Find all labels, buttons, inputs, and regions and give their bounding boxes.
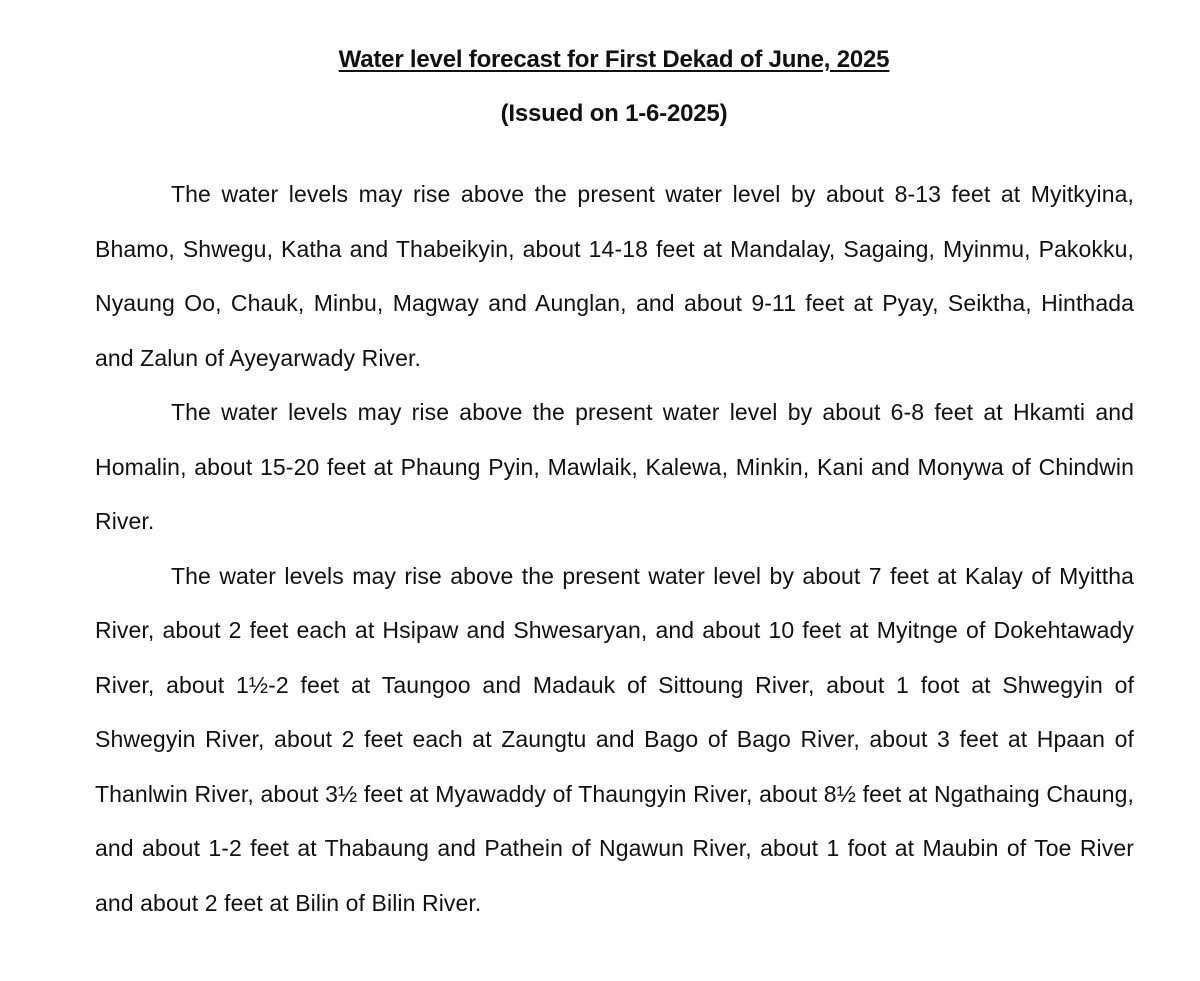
paragraph-other-rivers: The water levels may rise above the present water level by about 7 feet at Kalay of Myittha River, about 2 feet each at Hsipaw and Shwesaryan, and about 10 feet at Myitnge of Dokehtawady River, about 1½-2 feet at Taungoo and Madauk of Sittoung River, about 1 foot at Shwegyin of Shwegyin River, about 2 feet each at Zaungtu and Bago of Bago River, about 3 feet at Hpaan of Thanlwin River, about 3½ feet at Myawaddy of Thaungyin River, about 8½ feet at Ngathaing Chaung, and about 1-2 feet at Thabaung and Pathein of Ngawun River, about 1 foot at Maubin of Toe River and about 2 feet at Bilin of Bilin River. [95, 562, 1134, 916]
issued-date: (Issued on 1-6-2025) [500, 100, 728, 127]
paragraph-chindwin: The water levels may rise above the present water level by about 6-8 feet at Hkamti and Homalin, about 15-20 feet at Phaung Pyin, Mawlaik, Kalewa, Minkin, Kani and Monywa of Chindwin River. [95, 399, 1134, 534]
page-title: Water level forecast for First Dekad of June, 2025 [338, 46, 890, 73]
forecast-body [95, 167, 1134, 930]
paragraph-ayeyarwady: The water levels may rise above the present water level by about 8-13 feet at Myitkyina, Bhamo, Shwegu, Katha and Thabeikyin, about 14-18 feet at Mandalay, Sagaing, Myinmu, Pakokku, Nyaung Oo, Chauk, Minbu, Magway and Aunglan, and about 9-11 feet at Pyay, Seiktha, Hinthada and Zalun of Ayeyarwady River. [95, 181, 1134, 371]
